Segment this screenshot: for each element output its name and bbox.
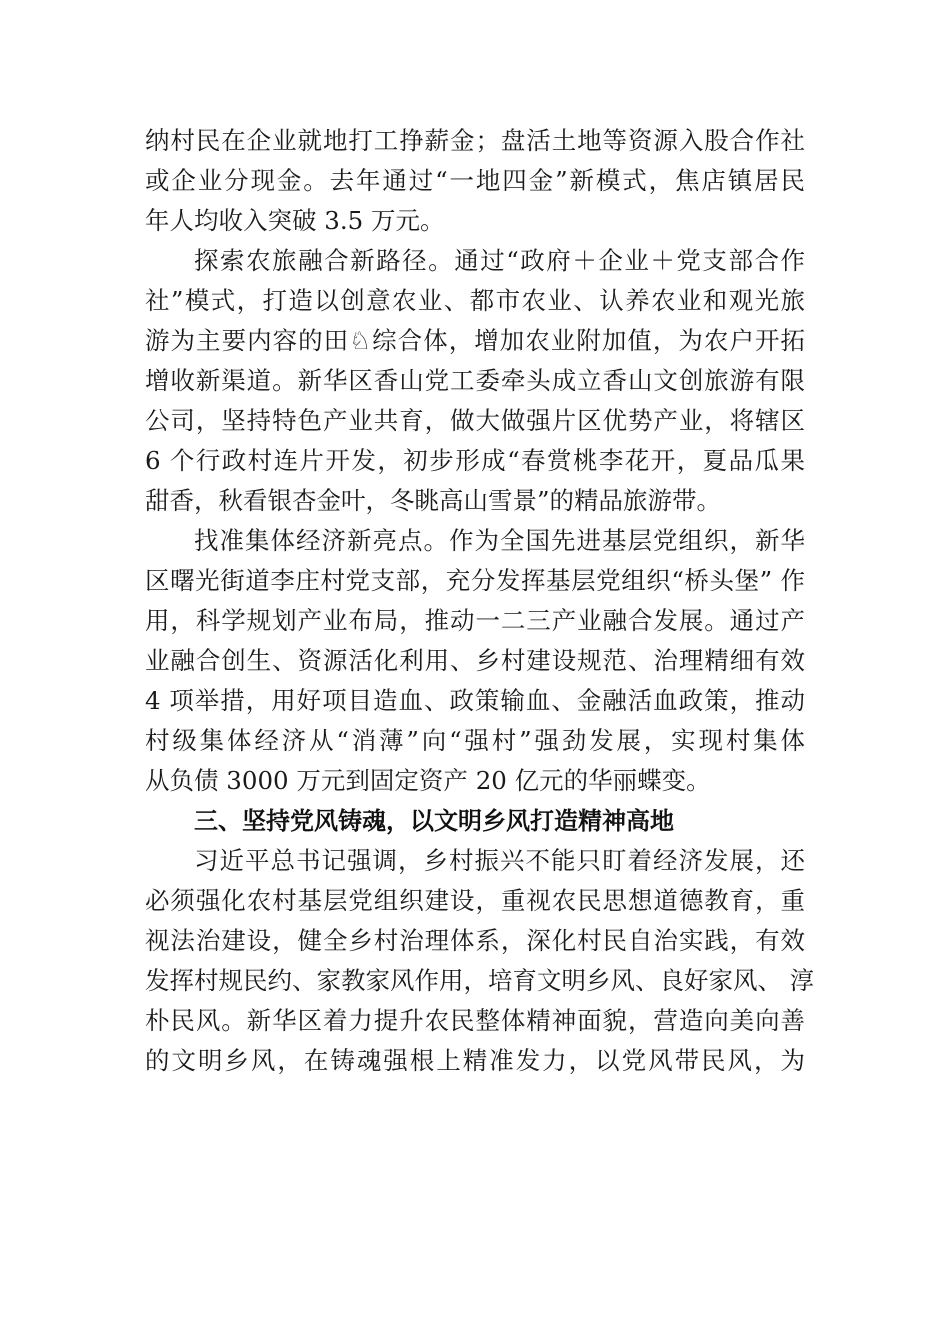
paragraph: [145, 521, 805, 801]
heading-text: 三、坚持党风铸魂，以文明乡风打造精神高地: [194, 807, 674, 835]
text-line: 增收新渠道。新华区香山党工委牵头成立香山文创旅游有限: [145, 366, 805, 395]
text-line: 发挥村规民约、家教家风作用，培育文明乡风、良好家风、 淳: [145, 966, 815, 995]
text-line: 纳村民在企业就地打工挣薪金；盘活土地等资源入股合作社: [145, 126, 805, 155]
paragraph: [145, 841, 815, 1081]
text-line: 6 个行政村连片开发，初步形成“春赏桃李花开，夏品瓜果: [145, 446, 805, 475]
text-line: 视法治建设，健全乡村治理体系，深化村民自治实践，有效: [145, 926, 805, 955]
section-heading: [145, 801, 805, 841]
text-line: 习近平总书记强调，乡村振兴不能只盯着经济发展，还: [194, 846, 805, 875]
text-line: 从负债 3000 万元到固定资产 20 亿元的华丽蝶变。: [145, 766, 711, 795]
text-line: 公司，坚持特色产业共育，做大做强片区优势产业，将辖区: [145, 406, 805, 435]
document-body: [145, 121, 815, 1081]
text-line: 年人均收入突破 3.5 万元。: [145, 206, 445, 235]
text-line: 必须强化农村基层党组织建设，重视农民思想道德教育，重: [145, 886, 805, 915]
text-line: 用，科学规划产业布局，推动一二三产业融合发展。通过产: [145, 606, 805, 635]
text-line: 探索农旅融合新路径。通过“政府＋企业＋党支部合作: [194, 246, 805, 275]
text-line: 业融合创生、资源活化利用、乡村建设规范、治理精细有效: [145, 646, 805, 675]
text-line: 4 项举措，用好项目造血、政策输血、金融活血政策，推动: [145, 686, 805, 715]
text-line: 朴民风。新华区着力提升农民整体精神面貌，营造向美向善: [145, 1006, 805, 1035]
text-line: 游为主要内容的田♘综合体，增加农业附加值，为农户开拓: [145, 326, 805, 355]
text-line: 或企业分现金。去年通过“一地四金”新模式，焦店镇居民: [145, 166, 805, 195]
paragraph: [145, 241, 805, 521]
paragraph: [145, 121, 805, 241]
text-line: 找准集体经济新亮点。作为全国先进基层党组织，新华: [194, 526, 805, 555]
text-line: 村级集体经济从“消薄”向“强村”强劲发展，实现村集体: [145, 726, 805, 755]
text-line: 的文明乡风，在铸魂强根上精准发力，以党风带民风，为: [145, 1046, 805, 1075]
text-line: 区曙光街道李庄村党支部，充分发挥基层党组织“桥头堡” 作: [145, 566, 805, 595]
text-line: 甜香，秋看银杏金叶，冬眺高山雪景”的精品旅游带。: [145, 486, 722, 515]
text-line: 社”模式，打造以创意农业、都市农业、认养农业和观光旅: [145, 286, 805, 315]
